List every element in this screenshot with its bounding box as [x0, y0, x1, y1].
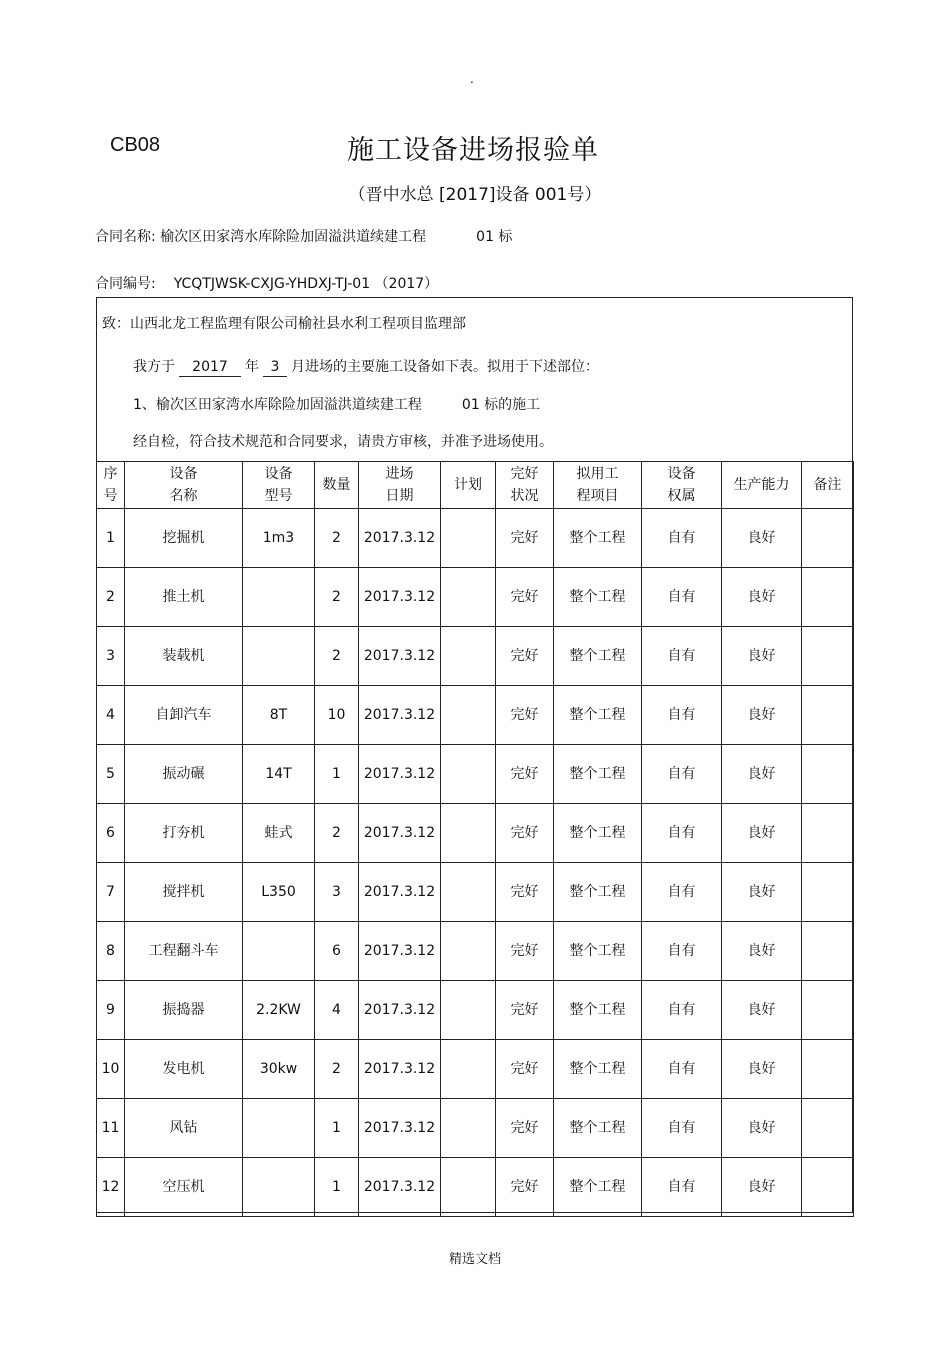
cell-capacity: 良好	[722, 863, 802, 922]
cell-entry-date: 2017.3.12	[359, 804, 441, 863]
cell-seq: 6	[97, 804, 125, 863]
cell-capacity: 良好	[722, 686, 802, 745]
cell-capacity: 良好	[722, 509, 802, 568]
header-capacity-line: 生产能力	[733, 477, 790, 493]
cell-entry-date: 2017.3.12	[359, 922, 441, 981]
cell-name: 振动碾	[125, 745, 243, 804]
entry-year-unit: 年	[245, 359, 259, 375]
cell-project: 整个工程	[554, 804, 642, 863]
cell-plan	[441, 745, 496, 804]
cell-entry-date: 2017.3.12	[359, 686, 441, 745]
cell-model: 14T	[243, 745, 315, 804]
cell-remarks	[802, 981, 854, 1040]
cell-name: 推土机	[125, 568, 243, 627]
header-condition	[496, 462, 554, 509]
cell-quantity: 10	[315, 686, 359, 745]
cell-seq: 2	[97, 568, 125, 627]
footer-text: 精选文档	[448, 1252, 501, 1267]
cell-plan	[441, 1099, 496, 1158]
page-title-text: 施工设备进场报验单	[347, 135, 599, 166]
cell-capacity: 良好	[722, 1040, 802, 1099]
cell-quantity: 1	[315, 1099, 359, 1158]
cell-plan	[441, 804, 496, 863]
cell-entry-date: 2017.3.12	[359, 627, 441, 686]
cell-seq: 7	[97, 863, 125, 922]
usage-location	[133, 394, 540, 414]
top-dot: .	[470, 72, 474, 86]
cell-model	[243, 1099, 315, 1158]
cell-ownership: 自有	[642, 1040, 722, 1099]
equipment-table-body	[97, 462, 854, 1217]
cell-project: 整个工程	[554, 1099, 642, 1158]
cell-capacity: 良好	[722, 745, 802, 804]
contract-number-label: 合同编号:	[95, 276, 156, 292]
table-row	[97, 627, 854, 686]
header-model	[243, 462, 315, 509]
cell-project: 整个工程	[554, 509, 642, 568]
cell-remarks	[802, 686, 854, 745]
header-seq-line: 序	[103, 466, 118, 482]
cell-quantity: 1	[315, 1158, 359, 1217]
cell-capacity: 良好	[722, 981, 802, 1040]
table-row	[97, 922, 854, 981]
cell-condition: 完好	[496, 509, 554, 568]
cell-condition: 完好	[496, 804, 554, 863]
cell-capacity: 良好	[722, 922, 802, 981]
cell-ownership: 自有	[642, 686, 722, 745]
cell-quantity: 1	[315, 745, 359, 804]
cell-project: 整个工程	[554, 981, 642, 1040]
cell-seq: 9	[97, 981, 125, 1040]
cell-quantity: 2	[315, 1040, 359, 1099]
header-ownership-line: 设备	[667, 466, 696, 482]
equipment-table	[96, 461, 854, 1217]
cell-seq: 4	[97, 686, 125, 745]
cell-plan	[441, 686, 496, 745]
cell-entry-date: 2017.3.12	[359, 568, 441, 627]
cell-name: 工程翻斗车	[125, 922, 243, 981]
cell-quantity: 2	[315, 568, 359, 627]
cell-project: 整个工程	[554, 863, 642, 922]
table-row	[97, 981, 854, 1040]
addressee: 致：山西北龙工程监理有限公司榆社县水利工程项目监理部	[102, 316, 466, 332]
header-model-line: 设备	[264, 466, 293, 482]
cell-ownership: 自有	[642, 568, 722, 627]
contract-name-value: 榆次区田家湾水库除险加固溢洪道续建工程	[160, 229, 427, 245]
cell-model: 蛙式	[243, 804, 315, 863]
cell-seq: 8	[97, 922, 125, 981]
table-row	[97, 1099, 854, 1158]
cell-ownership: 自有	[642, 1158, 722, 1217]
cell-remarks	[802, 568, 854, 627]
header-remarks-line: 备注	[813, 477, 842, 493]
cell-model: L350	[243, 863, 315, 922]
cell-model	[243, 922, 315, 981]
cell-seq: 11	[97, 1099, 125, 1158]
cell-condition: 完好	[496, 1040, 554, 1099]
cell-condition: 完好	[496, 981, 554, 1040]
cell-remarks	[802, 922, 854, 981]
cell-model: 8T	[243, 686, 315, 745]
cell-entry-date: 2017.3.12	[359, 1099, 441, 1158]
contract-number-line	[95, 273, 438, 293]
cell-plan	[441, 922, 496, 981]
cell-remarks	[802, 509, 854, 568]
cell-entry-date: 2017.3.12	[359, 981, 441, 1040]
cell-name: 打夯机	[125, 804, 243, 863]
cell-entry-date: 2017.3.12	[359, 1158, 441, 1217]
cell-plan	[441, 627, 496, 686]
cell-capacity: 良好	[722, 627, 802, 686]
header-seq-line: 号	[103, 488, 118, 504]
cell-condition: 完好	[496, 1099, 554, 1158]
header-quantity	[315, 462, 359, 509]
cell-capacity: 良好	[722, 804, 802, 863]
entry-year: 2017	[179, 358, 241, 377]
header-ownership	[642, 462, 722, 509]
cell-model	[243, 1158, 315, 1217]
table-row	[97, 1040, 854, 1099]
table-row	[97, 745, 854, 804]
header-seq	[97, 462, 125, 509]
cell-ownership: 自有	[642, 863, 722, 922]
header-entry-date	[359, 462, 441, 509]
cell-name: 搅拌机	[125, 863, 243, 922]
cell-condition: 完好	[496, 686, 554, 745]
cell-condition: 完好	[496, 627, 554, 686]
cell-name: 自卸汽车	[125, 686, 243, 745]
cell-ownership: 自有	[642, 745, 722, 804]
entry-prefix: 我方于	[133, 359, 175, 375]
cell-ownership: 自有	[642, 627, 722, 686]
table-row	[97, 509, 854, 568]
contract-name-line	[95, 226, 512, 246]
entry-statement	[133, 356, 599, 377]
cell-model	[243, 568, 315, 627]
cell-quantity: 2	[315, 509, 359, 568]
cell-name: 风钻	[125, 1099, 243, 1158]
cell-capacity: 良好	[722, 568, 802, 627]
cell-quantity: 2	[315, 627, 359, 686]
cell-quantity: 2	[315, 804, 359, 863]
cell-ownership: 自有	[642, 922, 722, 981]
cell-condition: 完好	[496, 1158, 554, 1217]
header-model-line: 型号	[264, 488, 293, 504]
cell-entry-date: 2017.3.12	[359, 1040, 441, 1099]
table-row	[97, 863, 854, 922]
cell-model: 1m3	[243, 509, 315, 568]
header-name	[125, 462, 243, 509]
table-header-row	[97, 462, 854, 509]
cell-seq: 1	[97, 509, 125, 568]
cell-ownership: 自有	[642, 509, 722, 568]
header-project-line: 程项目	[576, 488, 619, 504]
cell-plan	[441, 1040, 496, 1099]
cell-plan	[441, 863, 496, 922]
cell-remarks	[802, 745, 854, 804]
cell-condition: 完好	[496, 745, 554, 804]
cell-plan	[441, 568, 496, 627]
cell-quantity: 3	[315, 863, 359, 922]
header-quantity-line: 数量	[322, 477, 351, 493]
cell-ownership: 自有	[642, 1099, 722, 1158]
form-code: CB08	[110, 134, 161, 156]
usage-location-main: 1、榆次区田家湾水库除险加固溢洪道续建工程	[133, 397, 422, 413]
header-project	[554, 462, 642, 509]
cell-project: 整个工程	[554, 686, 642, 745]
cell-project: 整个工程	[554, 1158, 642, 1217]
cell-project: 整个工程	[554, 745, 642, 804]
cell-entry-date: 2017.3.12	[359, 863, 441, 922]
header-capacity	[722, 462, 802, 509]
contract-section: 01 标	[476, 229, 513, 245]
cell-condition: 完好	[496, 922, 554, 981]
cell-seq: 12	[97, 1158, 125, 1217]
cell-project: 整个工程	[554, 922, 642, 981]
cell-name: 振捣器	[125, 981, 243, 1040]
table-row	[97, 568, 854, 627]
cell-ownership: 自有	[642, 981, 722, 1040]
header-entry-date-line: 日期	[385, 488, 414, 504]
header-plan	[441, 462, 496, 509]
cell-capacity: 良好	[722, 1099, 802, 1158]
cell-quantity: 6	[315, 922, 359, 981]
cell-remarks	[802, 627, 854, 686]
cell-remarks	[802, 863, 854, 922]
cell-quantity: 4	[315, 981, 359, 1040]
cell-project: 整个工程	[554, 627, 642, 686]
table-row	[97, 1158, 854, 1217]
cell-remarks	[802, 804, 854, 863]
table-row	[97, 804, 854, 863]
cell-plan	[441, 981, 496, 1040]
cell-name: 装载机	[125, 627, 243, 686]
cell-project: 整个工程	[554, 1040, 642, 1099]
cell-model: 2.2KW	[243, 981, 315, 1040]
cell-seq: 3	[97, 627, 125, 686]
document-number	[0, 180, 950, 205]
header-name-line: 设备	[169, 466, 198, 482]
cell-remarks	[802, 1040, 854, 1099]
cell-name: 挖掘机	[125, 509, 243, 568]
cell-name: 空压机	[125, 1158, 243, 1217]
cell-remarks	[802, 1099, 854, 1158]
header-entry-date-line: 进场	[385, 466, 414, 482]
cell-ownership: 自有	[642, 804, 722, 863]
cell-condition: 完好	[496, 863, 554, 922]
cell-remarks	[802, 1158, 854, 1217]
contract-number-value: YCQTJWSK-CXJG-YHDXJ-TJ-01 （2017）	[173, 276, 439, 292]
header-condition-line: 状况	[510, 488, 539, 504]
cell-capacity: 良好	[722, 1158, 802, 1217]
header-ownership-line: 权属	[667, 488, 696, 504]
entry-suffix: 月进场的主要施工设备如下表。拟用于下述部位：	[291, 359, 599, 375]
cell-project: 整个工程	[554, 568, 642, 627]
cell-entry-date: 2017.3.12	[359, 745, 441, 804]
header-project-line: 拟用工	[576, 466, 619, 482]
self-check-statement: 经自检，符合技术规范和合同要求，请贵方审核，并准予进场使用。	[133, 434, 553, 450]
cell-seq: 5	[97, 745, 125, 804]
header-remarks	[802, 462, 854, 509]
cell-name: 发电机	[125, 1040, 243, 1099]
usage-location-tail: 01 标的施工	[461, 397, 541, 413]
entry-month: 3	[263, 358, 287, 377]
header-condition-line: 完好	[510, 466, 539, 482]
table-row	[97, 686, 854, 745]
cell-plan	[441, 1158, 496, 1217]
cell-plan	[441, 509, 496, 568]
document-number-text: （晋中水总 [2017]设备 001号）	[348, 185, 602, 205]
cell-model: 30kw	[243, 1040, 315, 1099]
cell-model	[243, 627, 315, 686]
cell-entry-date: 2017.3.12	[359, 509, 441, 568]
page-title	[0, 128, 950, 167]
report-form-box	[96, 297, 853, 1213]
cell-seq: 10	[97, 1040, 125, 1099]
cell-condition: 完好	[496, 568, 554, 627]
contract-name-label: 合同名称:	[95, 229, 156, 245]
header-plan-line: 计划	[454, 477, 482, 493]
header-name-line: 名称	[169, 488, 198, 504]
